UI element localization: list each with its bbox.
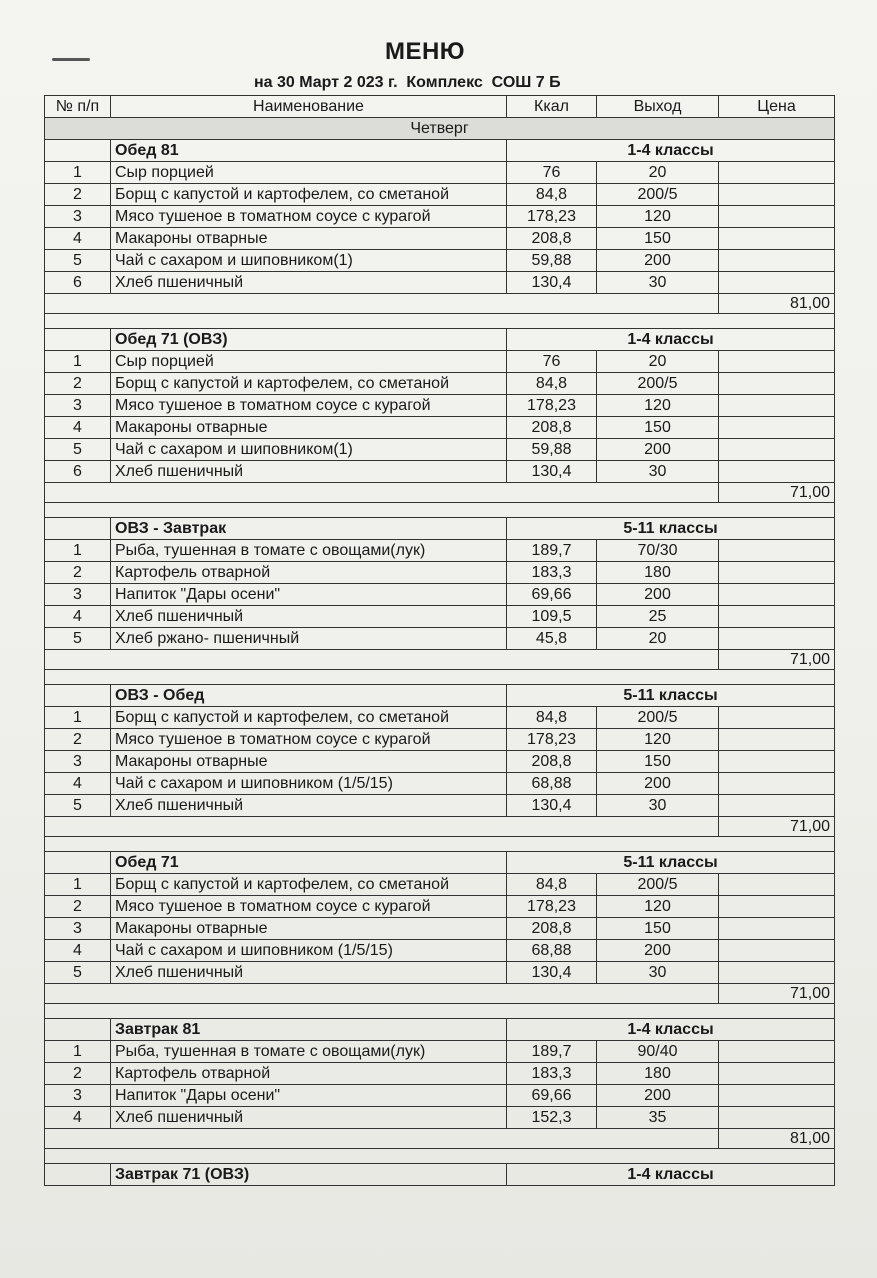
item-output: 30 <box>597 272 719 294</box>
item-output: 120 <box>597 206 719 228</box>
section-price: 81,00 <box>719 294 835 314</box>
section-price: 81,00 <box>719 1129 835 1149</box>
item-output: 200 <box>597 250 719 272</box>
table-row <box>45 373 835 395</box>
day-row <box>45 118 835 140</box>
item-name: Напиток "Дары осени" <box>111 584 507 606</box>
item-kcal: 109,5 <box>507 606 597 628</box>
item-output: 200 <box>597 439 719 461</box>
table-row <box>45 729 835 751</box>
spacer-cell <box>45 314 835 329</box>
item-name: Хлеб пшеничный <box>111 461 507 483</box>
section-header-row <box>45 329 835 351</box>
section-name: ОВЗ - Завтрак <box>111 518 507 540</box>
item-number: 2 <box>45 562 111 584</box>
section-classes: 5-11 классы <box>507 518 835 540</box>
section-spacer-row <box>45 1004 835 1019</box>
item-price <box>719 351 835 373</box>
table-row <box>45 417 835 439</box>
section-header-row <box>45 518 835 540</box>
item-kcal: 68,88 <box>507 940 597 962</box>
item-output: 20 <box>597 351 719 373</box>
total-blank-cell <box>45 483 719 503</box>
item-price <box>719 628 835 650</box>
section-num-cell <box>45 518 111 540</box>
item-name: Напиток "Дары осени" <box>111 1085 507 1107</box>
table-row <box>45 272 835 294</box>
item-price <box>719 751 835 773</box>
item-price <box>719 272 835 294</box>
item-output: 200/5 <box>597 707 719 729</box>
item-number: 6 <box>45 272 111 294</box>
item-kcal: 76 <box>507 162 597 184</box>
item-price <box>719 439 835 461</box>
header-row <box>45 96 835 118</box>
section-classes: 1-4 классы <box>507 140 835 162</box>
section-price: 71,00 <box>719 817 835 837</box>
item-price <box>719 707 835 729</box>
item-kcal: 189,7 <box>507 540 597 562</box>
item-kcal: 69,66 <box>507 1085 597 1107</box>
item-name: Мясо тушеное в томатном соусе с курагой <box>111 395 507 417</box>
table-row <box>45 184 835 206</box>
total-blank-cell <box>45 294 719 314</box>
table-row <box>45 628 835 650</box>
spacer-cell <box>45 1149 835 1164</box>
total-blank-cell <box>45 1129 719 1149</box>
section-price: 71,00 <box>719 984 835 1004</box>
item-number: 3 <box>45 395 111 417</box>
table-row <box>45 940 835 962</box>
item-name: Мясо тушеное в томатном соусе с курагой <box>111 896 507 918</box>
section-total-row <box>45 817 835 837</box>
spacer-cell <box>45 503 835 518</box>
section-name: Обед 71 (ОВЗ) <box>111 329 507 351</box>
section-price: 71,00 <box>719 650 835 670</box>
section-name: ОВЗ - Обед <box>111 685 507 707</box>
item-name: Картофель отварной <box>111 1063 507 1085</box>
item-name: Борщ с капустой и картофелем, со сметаной <box>111 184 507 206</box>
section-total-row <box>45 483 835 503</box>
item-output: 200 <box>597 1085 719 1107</box>
item-name: Макароны отварные <box>111 918 507 940</box>
section-classes: 1-4 классы <box>507 1019 835 1041</box>
item-number: 1 <box>45 874 111 896</box>
item-name: Макароны отварные <box>111 751 507 773</box>
table-row <box>45 395 835 417</box>
table-row <box>45 1107 835 1129</box>
item-price <box>719 584 835 606</box>
item-number: 1 <box>45 707 111 729</box>
section-spacer-row <box>45 1149 835 1164</box>
item-name: Мясо тушеное в томатном соусе с курагой <box>111 206 507 228</box>
item-price <box>719 896 835 918</box>
item-price <box>719 962 835 984</box>
item-number: 5 <box>45 962 111 984</box>
item-kcal: 130,4 <box>507 272 597 294</box>
item-kcal: 84,8 <box>507 707 597 729</box>
item-price <box>719 874 835 896</box>
section-total-row <box>45 984 835 1004</box>
item-price <box>719 417 835 439</box>
item-name: Борщ с капустой и картофелем, со сметаной <box>111 373 507 395</box>
item-output: 20 <box>597 628 719 650</box>
section-classes: 1-4 классы <box>507 1164 835 1186</box>
item-price <box>719 540 835 562</box>
table-row <box>45 439 835 461</box>
section-spacer-row <box>45 670 835 685</box>
item-price <box>719 395 835 417</box>
item-number: 2 <box>45 184 111 206</box>
item-kcal: 183,3 <box>507 1063 597 1085</box>
section-num-cell <box>45 1019 111 1041</box>
item-kcal: 178,23 <box>507 896 597 918</box>
item-number: 3 <box>45 584 111 606</box>
item-kcal: 178,23 <box>507 729 597 751</box>
item-output: 90/40 <box>597 1041 719 1063</box>
section-spacer-row <box>45 503 835 518</box>
item-kcal: 208,8 <box>507 228 597 250</box>
item-price <box>719 1063 835 1085</box>
item-output: 200 <box>597 584 719 606</box>
item-kcal: 45,8 <box>507 628 597 650</box>
section-header-row <box>45 1019 835 1041</box>
item-output: 200 <box>597 940 719 962</box>
item-name: Борщ с капустой и картофелем, со сметаной <box>111 707 507 729</box>
item-number: 3 <box>45 751 111 773</box>
table-row <box>45 250 835 272</box>
item-output: 120 <box>597 896 719 918</box>
item-number: 4 <box>45 773 111 795</box>
item-kcal: 84,8 <box>507 373 597 395</box>
table-row <box>45 540 835 562</box>
section-total-row <box>45 650 835 670</box>
section-header-row <box>45 685 835 707</box>
table-row <box>45 1063 835 1085</box>
section-num-cell <box>45 329 111 351</box>
item-price <box>719 918 835 940</box>
section-header-row <box>45 1164 835 1186</box>
day-label: Четверг <box>45 118 835 140</box>
item-output: 30 <box>597 461 719 483</box>
section-num-cell <box>45 685 111 707</box>
item-name: Хлеб пшеничный <box>111 1107 507 1129</box>
section-total-row <box>45 294 835 314</box>
item-price <box>719 606 835 628</box>
item-output: 20 <box>597 162 719 184</box>
table-row <box>45 562 835 584</box>
item-number: 4 <box>45 228 111 250</box>
item-price <box>719 1085 835 1107</box>
item-price <box>719 250 835 272</box>
col-header-num: № п/п <box>45 96 111 118</box>
item-price <box>719 206 835 228</box>
item-output: 70/30 <box>597 540 719 562</box>
item-output: 150 <box>597 417 719 439</box>
item-price <box>719 461 835 483</box>
item-output: 25 <box>597 606 719 628</box>
item-kcal: 84,8 <box>507 184 597 206</box>
item-number: 3 <box>45 206 111 228</box>
item-output: 200/5 <box>597 373 719 395</box>
item-price <box>719 729 835 751</box>
item-kcal: 76 <box>507 351 597 373</box>
item-number: 5 <box>45 628 111 650</box>
item-name: Рыба, тушенная в томате с овощами(лук) <box>111 1041 507 1063</box>
item-name: Сыр порцией <box>111 351 507 373</box>
item-output: 150 <box>597 228 719 250</box>
item-kcal: 130,4 <box>507 461 597 483</box>
item-number: 2 <box>45 373 111 395</box>
table-row <box>45 1041 835 1063</box>
item-kcal: 208,8 <box>507 417 597 439</box>
item-name: Борщ с капустой и картофелем, со сметаной <box>111 874 507 896</box>
section-name: Завтрак 81 <box>111 1019 507 1041</box>
item-name: Мясо тушеное в томатном соусе с курагой <box>111 729 507 751</box>
section-num-cell <box>45 1164 111 1186</box>
section-header-row <box>45 140 835 162</box>
item-kcal: 178,23 <box>507 395 597 417</box>
item-output: 35 <box>597 1107 719 1129</box>
item-price <box>719 162 835 184</box>
total-blank-cell <box>45 817 719 837</box>
table-row <box>45 773 835 795</box>
item-number: 1 <box>45 540 111 562</box>
item-kcal: 183,3 <box>507 562 597 584</box>
item-kcal: 84,8 <box>507 874 597 896</box>
item-number: 5 <box>45 250 111 272</box>
section-classes: 5-11 классы <box>507 852 835 874</box>
menu-subtitle: на 30 Март 2 023 г. Комплекс СОШ 7 Б <box>254 74 561 91</box>
table-row <box>45 606 835 628</box>
section-price: 71,00 <box>719 483 835 503</box>
col-header-output: Выход <box>597 96 719 118</box>
item-name: Сыр порцией <box>111 162 507 184</box>
item-name: Чай с сахаром и шиповником(1) <box>111 250 507 272</box>
section-spacer-row <box>45 837 835 852</box>
item-name: Хлеб пшеничный <box>111 272 507 294</box>
item-name: Хлеб ржано- пшеничный <box>111 628 507 650</box>
section-total-row <box>45 1129 835 1149</box>
item-kcal: 130,4 <box>507 795 597 817</box>
item-output: 150 <box>597 751 719 773</box>
table-row <box>45 962 835 984</box>
item-output: 200/5 <box>597 184 719 206</box>
item-name: Чай с сахаром и шиповником (1/5/15) <box>111 773 507 795</box>
item-output: 120 <box>597 395 719 417</box>
item-number: 2 <box>45 1063 111 1085</box>
item-number: 4 <box>45 940 111 962</box>
table-row <box>45 206 835 228</box>
item-name: Макароны отварные <box>111 228 507 250</box>
item-kcal: 59,88 <box>507 250 597 272</box>
item-output: 30 <box>597 962 719 984</box>
section-classes: 5-11 классы <box>507 685 835 707</box>
item-kcal: 208,8 <box>507 751 597 773</box>
item-name: Макароны отварные <box>111 417 507 439</box>
item-output: 30 <box>597 795 719 817</box>
section-name: Обед 81 <box>111 140 507 162</box>
total-blank-cell <box>45 984 719 1004</box>
item-kcal: 59,88 <box>507 439 597 461</box>
item-kcal: 189,7 <box>507 1041 597 1063</box>
item-output: 180 <box>597 562 719 584</box>
item-kcal: 69,66 <box>507 584 597 606</box>
item-name: Хлеб пшеничный <box>111 606 507 628</box>
item-price <box>719 184 835 206</box>
item-output: 200 <box>597 773 719 795</box>
spacer-cell <box>45 837 835 852</box>
item-number: 2 <box>45 729 111 751</box>
item-kcal: 68,88 <box>507 773 597 795</box>
table-row <box>45 584 835 606</box>
item-number: 4 <box>45 606 111 628</box>
item-number: 1 <box>45 162 111 184</box>
item-price <box>719 795 835 817</box>
item-price <box>719 773 835 795</box>
item-output: 150 <box>597 918 719 940</box>
table-row <box>45 461 835 483</box>
item-price <box>719 940 835 962</box>
item-kcal: 152,3 <box>507 1107 597 1129</box>
table-row <box>45 351 835 373</box>
menu-title: МЕНЮ <box>384 38 466 65</box>
item-kcal: 208,8 <box>507 918 597 940</box>
item-number: 4 <box>45 1107 111 1129</box>
col-header-kcal: Ккал <box>507 96 597 118</box>
item-number: 2 <box>45 896 111 918</box>
section-classes: 1-4 классы <box>507 329 835 351</box>
item-name: Хлеб пшеничный <box>111 962 507 984</box>
table-row <box>45 874 835 896</box>
item-name: Хлеб пшеничный <box>111 795 507 817</box>
item-output: 120 <box>597 729 719 751</box>
item-price <box>719 1107 835 1129</box>
item-number: 1 <box>45 1041 111 1063</box>
table-row <box>45 162 835 184</box>
table-row <box>45 751 835 773</box>
item-price <box>719 1041 835 1063</box>
item-number: 5 <box>45 439 111 461</box>
section-name: Обед 71 <box>111 852 507 874</box>
item-number: 3 <box>45 918 111 940</box>
item-number: 6 <box>45 461 111 483</box>
section-num-cell <box>45 140 111 162</box>
item-name: Чай с сахаром и шиповником(1) <box>111 439 507 461</box>
item-name: Рыба, тушенная в томате с овощами(лук) <box>111 540 507 562</box>
item-name: Чай с сахаром и шиповником (1/5/15) <box>111 940 507 962</box>
col-header-name: Наименование <box>111 96 507 118</box>
item-price <box>719 228 835 250</box>
item-number: 1 <box>45 351 111 373</box>
item-price <box>719 373 835 395</box>
table-row <box>45 707 835 729</box>
section-spacer-row <box>45 314 835 329</box>
menu-body <box>45 140 835 1186</box>
item-price <box>719 562 835 584</box>
col-header-price: Цена <box>719 96 835 118</box>
spacer-cell <box>45 1004 835 1019</box>
item-number: 5 <box>45 795 111 817</box>
item-output: 200/5 <box>597 874 719 896</box>
item-kcal: 178,23 <box>507 206 597 228</box>
table-row <box>45 896 835 918</box>
item-number: 3 <box>45 1085 111 1107</box>
total-blank-cell <box>45 650 719 670</box>
menu-table <box>44 95 835 1186</box>
section-name: Завтрак 71 (ОВЗ) <box>111 1164 507 1186</box>
table-row <box>45 918 835 940</box>
spacer-cell <box>45 670 835 685</box>
item-name: Картофель отварной <box>111 562 507 584</box>
item-kcal: 130,4 <box>507 962 597 984</box>
table-row <box>45 228 835 250</box>
item-output: 180 <box>597 1063 719 1085</box>
table-row <box>45 1085 835 1107</box>
table-row <box>45 795 835 817</box>
section-num-cell <box>45 852 111 874</box>
section-header-row <box>45 852 835 874</box>
item-number: 4 <box>45 417 111 439</box>
